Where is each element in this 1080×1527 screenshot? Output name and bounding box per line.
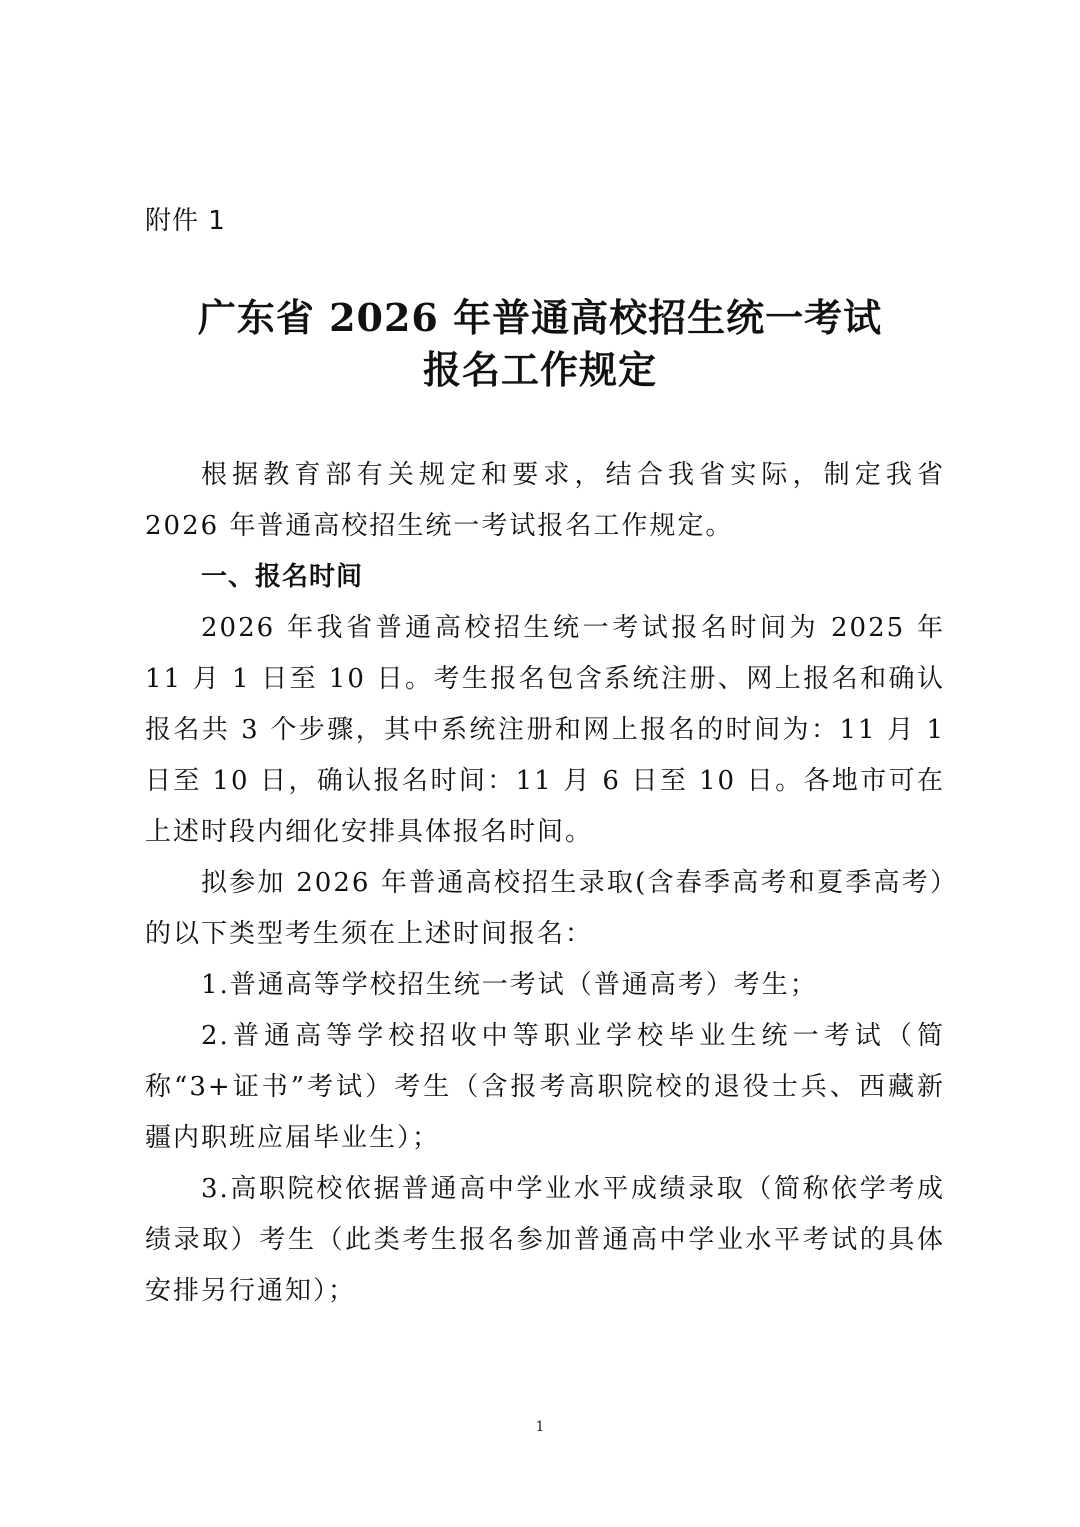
intro-paragraph: 根据教育部有关规定和要求，结合我省实际，制定我省 2026 年普通高校招生统一考试报名工作规定。 bbox=[145, 460, 945, 541]
list-item-2: 2.普通高等学校招收中等职业学校毕业生统一考试（简称“3+证书”考试）考生（含报考高职院校的退役士兵、西藏新疆内职班应届毕业生）； bbox=[145, 1021, 945, 1153]
list-item-3: 3.高职院校依据普通高中学业水平成绩录取（简称依学考成绩录取）考生（此类考生报名参加普通高中学业水平考试的具体安排另行通知）； bbox=[145, 1174, 945, 1306]
registration-time-paragraph: 2026 年我省普通高校招生统一考试报名时间为 2025 年 11 月 1 日至 10 日。考生报名包含系统注册、网上报名和确认报名共 3 个步骤，其中系统注册和网上报名的时间为：11 月 1 日至 10 日，确认报名时间：11 月 6 日至 10 日。各地市可在上述时段内细化安排具体报名时间。 bbox=[145, 613, 945, 847]
section-heading: 一、报名时间 bbox=[201, 562, 364, 592]
document-title-line-1: 广东省 2026 年普通高校招生统一考试 bbox=[197, 295, 883, 340]
document-title-line-2: 报名工作规定 bbox=[422, 347, 657, 392]
attachment-label: 附件 1 bbox=[145, 206, 226, 236]
page-number: 1 bbox=[535, 1419, 545, 1435]
list-item-1: 1.普通高等学校招生统一考试（普通高考）考生； bbox=[201, 970, 818, 1000]
document-body bbox=[145, 450, 945, 1317]
candidate-types-paragraph: 拟参加 2026 年普通高校招生录取(含春季高考和夏季高考）的以下类型考生须在上述时间报名： bbox=[145, 868, 945, 949]
